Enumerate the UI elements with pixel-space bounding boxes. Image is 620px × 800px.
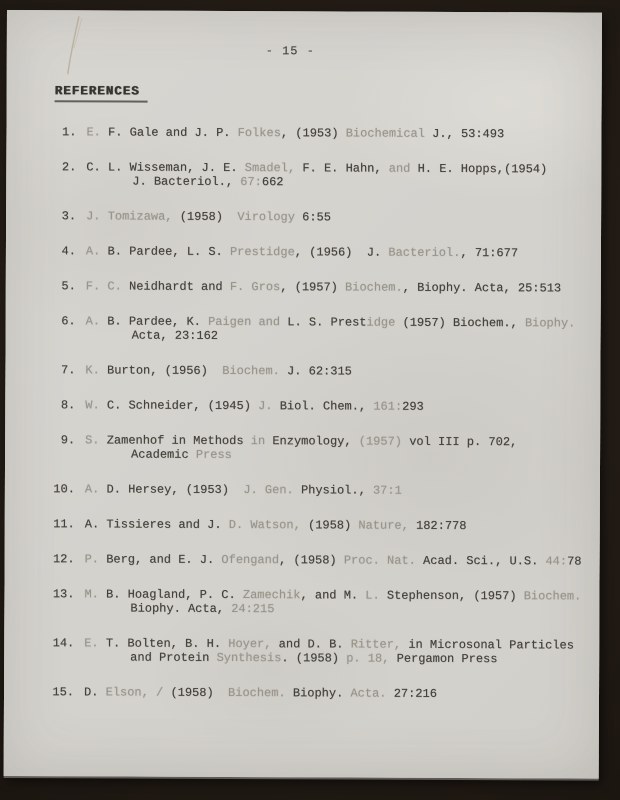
reference-number: 7.	[60, 363, 76, 378]
reference-line: W. C. Schneider, (1945) J. Biol. Chem., 161:293	[85, 398, 424, 414]
reference-line: A. B. Pardee, K. Paigen and L. S. Prestidge (1957) Biochem., Biophy.	[85, 314, 576, 331]
reference-text	[86, 279, 601, 295]
reference-item	[6, 279, 601, 296]
reference-line: A. B. Pardee, L. S. Prestidge, (1956) J. Bacteriol., 71:677	[85, 244, 519, 261]
reference-line: Acta, 23:162	[131, 328, 219, 343]
reference-line: C. L. Wisseman, J. E. Smadel, F. E. Hahn, and H. E. Hopps,(1954)	[86, 160, 548, 177]
reference-line: and Protein Synthesis. (1958) p. 18, Pergamon Press	[130, 650, 498, 667]
scanned-page	[4, 10, 602, 779]
reference-line: K. Burton, (1956) Biochem. J. 62:315	[85, 363, 352, 379]
reference-line: E. T. Bolten, B. H. Hoyer, and D. B. Ritter, in Microsonal Particles	[84, 636, 574, 653]
reference-text	[84, 636, 599, 666]
reference-item	[4, 587, 599, 618]
reference-number: 10.	[53, 482, 75, 497]
reference-line: D. Elson, / (1958) Biochem. Biophy. Acta. 27:216	[83, 685, 437, 701]
reference-item	[5, 398, 600, 415]
reference-number: 13.	[52, 587, 75, 602]
reference-item	[5, 433, 600, 464]
reference-line: A. D. Hersey, (1953) J. Gen. Physiol., 37:1	[84, 482, 402, 498]
reference-text	[86, 209, 601, 225]
reference-line: M. B. Hoagland, P. C. Zamechik, and M. L. Stephenson, (1957) Biochem.	[84, 587, 582, 604]
reference-line: J. Tomizawa, (1958) Virology 6:55	[86, 209, 331, 225]
reference-number: 15.	[52, 685, 75, 700]
reference-line: F. C. Neidhardt and F. Gros, (1957) Biochem., Biophy. Acta, 25:513	[85, 279, 562, 296]
reference-item	[6, 209, 601, 226]
references-list	[4, 125, 602, 723]
references-heading: REFERENCES	[55, 84, 148, 102]
reference-number: 1.	[62, 125, 77, 140]
reference-item	[5, 552, 600, 569]
reference-number: 3.	[61, 209, 77, 224]
reference-line: S. Zamenhof in Methods in Enzymology, (1957) vol III p. 702,	[85, 433, 518, 450]
reference-text	[85, 552, 600, 568]
reference-text	[86, 125, 601, 141]
reference-item	[6, 244, 601, 261]
reference-text	[84, 587, 599, 617]
reference-item	[4, 636, 599, 667]
reference-number: 11.	[53, 517, 75, 532]
reference-item	[4, 685, 599, 702]
reference-number: 4.	[61, 244, 76, 259]
reference-item	[6, 314, 601, 345]
reference-line: J. Bacteriol., 67:662	[132, 174, 284, 190]
reference-line: E. F. Gale and J. P. Folkes, (1953) Biochemical J., 53:493	[86, 125, 505, 142]
reference-text	[86, 160, 601, 190]
reference-text	[86, 244, 601, 260]
reference-number: 14.	[52, 636, 75, 651]
reference-number: 2.	[61, 160, 77, 175]
reference-item	[5, 517, 600, 534]
reference-number: 8.	[60, 398, 76, 413]
reference-item	[6, 125, 601, 142]
reference-number: 9.	[60, 433, 76, 448]
reference-text	[85, 517, 600, 533]
reference-number: 12.	[52, 552, 75, 567]
page-number: - 15 -	[265, 44, 315, 59]
reference-text	[85, 363, 600, 379]
reference-item	[5, 363, 600, 380]
reference-line: P. Berg, and E. J. Ofengand, (1958) Proc. Nat. Acad. Sci., U.S. 44:78	[84, 552, 582, 569]
reference-line: A. Tissieres and J. D. Watson, (1958) Nature, 182:778	[84, 517, 467, 534]
reference-number: 6.	[61, 314, 76, 329]
reference-line: Biophy. Acta, 24:215	[130, 601, 275, 617]
reference-text	[85, 482, 600, 498]
reference-item	[5, 482, 600, 499]
reference-text	[85, 398, 600, 414]
reference-item	[6, 160, 601, 191]
reference-text	[84, 685, 599, 701]
reference-text	[85, 433, 600, 463]
reference-number: 5.	[61, 279, 76, 294]
reference-text	[86, 314, 601, 344]
reference-line: Academic Press	[131, 447, 232, 462]
